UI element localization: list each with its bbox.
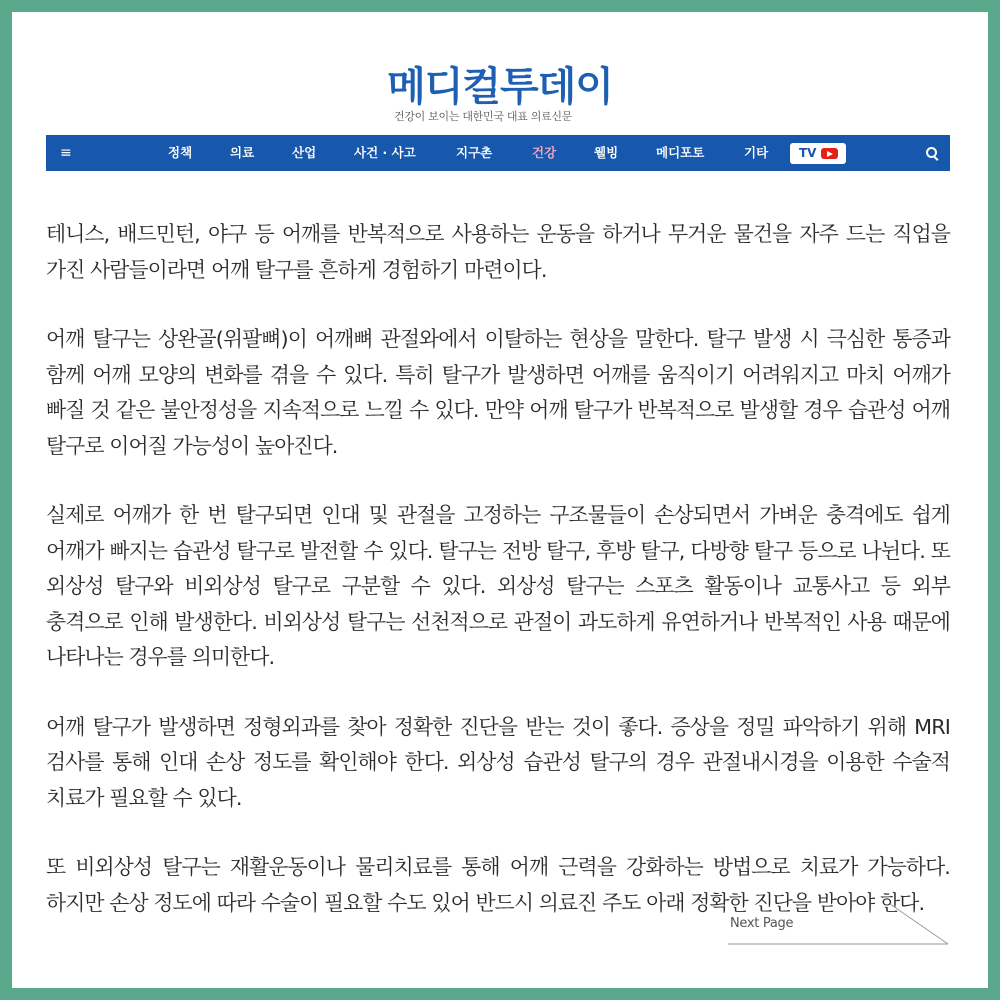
nav-item-etc[interactable]: 기타 xyxy=(744,145,769,160)
article-card xyxy=(12,12,988,988)
site-slogan: 건강이 보이는 대한민국 대표 의료신문 xyxy=(394,110,573,123)
article-paragraph: 테니스, 배드민턴, 야구 등 어깨를 반복적으로 사용하는 운동을 하거나 무거운 물건을 자주 드는 직업을 가진 사람들이라면 어깨 탈구를 흔하게 경험하기 마련이다. xyxy=(46,222,950,282)
next-page-link[interactable] xyxy=(728,902,950,946)
search-icon[interactable] xyxy=(926,147,937,158)
next-arrow-icon xyxy=(728,902,950,946)
article-body xyxy=(46,217,950,955)
nav-item-incidents[interactable]: 사건 · 사고 xyxy=(354,145,416,160)
nav-item-world[interactable]: 지구촌 xyxy=(456,145,493,160)
nav-item-policy[interactable]: 정책 xyxy=(168,145,193,160)
article-paragraph: 어깨 탈구가 발생하면 정형외과를 찾아 정확한 진단을 받는 것이 좋다. 증상을 정밀 파악하기 위해 MRI 검사를 통해 인대 손상 정도를 확인해야 한다. 외상성 습관성 탈구의 경우 관절내시경을 이용한 수술적 치료가 필요할 수 있다. xyxy=(46,714,950,810)
article-paragraph: 어깨 탈구는 상완골(위팔뼈)이 어깨뼈 관절와에서 이탈하는 현상을 말한다. 탈구 발생 시 극심한 통증과 함께 어깨 모양의 변화를 겪을 수 있다. 특히 탈구가 발생하면 어깨를 움직이기 어려워지고 마치 어깨가 빠질 것 같은 불안정성을 지속적으로 느낄 수 있다. 만약 어깨 탈구가 반복적으로 발생할 경우 습관성 어깨 탈구로 이어질 가능성이 높아진다. xyxy=(46,327,950,458)
nav-item-mediphoto[interactable]: 메디포토 xyxy=(656,145,705,160)
site-logo[interactable]: 메디컬투데이 xyxy=(387,64,613,110)
nav-item-wellbeing[interactable]: 웰빙 xyxy=(594,145,619,160)
nav-item-industry[interactable]: 산업 xyxy=(292,145,317,160)
main-navbar xyxy=(46,135,950,171)
article-paragraph: 또 비외상성 탈구는 재활운동이나 물리치료를 통해 어깨 근력을 강화하는 방법으로 치료가 가능하다. 하지만 손상 정도에 따라 수술이 필요할 수도 있어 반드시 의료진 주도 아래 정확한 진단을 받아야 한다. xyxy=(46,855,950,915)
nav-item-medical[interactable]: 의료 xyxy=(230,145,255,160)
next-page-label: Next Page xyxy=(730,916,794,931)
tv-label: TV xyxy=(799,146,817,160)
tv-button[interactable] xyxy=(790,143,846,164)
youtube-play-icon xyxy=(821,148,838,159)
hamburger-menu-icon[interactable]: ≡ xyxy=(60,145,72,161)
nav-item-health[interactable]: 건강 xyxy=(532,145,557,160)
masthead xyxy=(12,64,988,110)
article-paragraph: 실제로 어깨가 한 번 탈구되면 인대 및 관절을 고정하는 구조물들이 손상되면서 가벼운 충격에도 쉽게 어깨가 빠지는 습관성 탈구로 발전할 수 있다. 탈구는 전방 탈구, 후방 탈구, 다방향 탈구 등으로 나뉜다. 또 외상성 탈구와 비외상성 탈구로 구분할 수 있다. 외상성 탈구는 스포츠 활동이나 교통사고 등 외부 충격으로 인해 발생한다. 비외상성 탈구는 선천적으로 관절이 과도하게 유연하거나 반복적인 사용 때문에 나타나는 경우를 의미한다. xyxy=(46,503,950,669)
